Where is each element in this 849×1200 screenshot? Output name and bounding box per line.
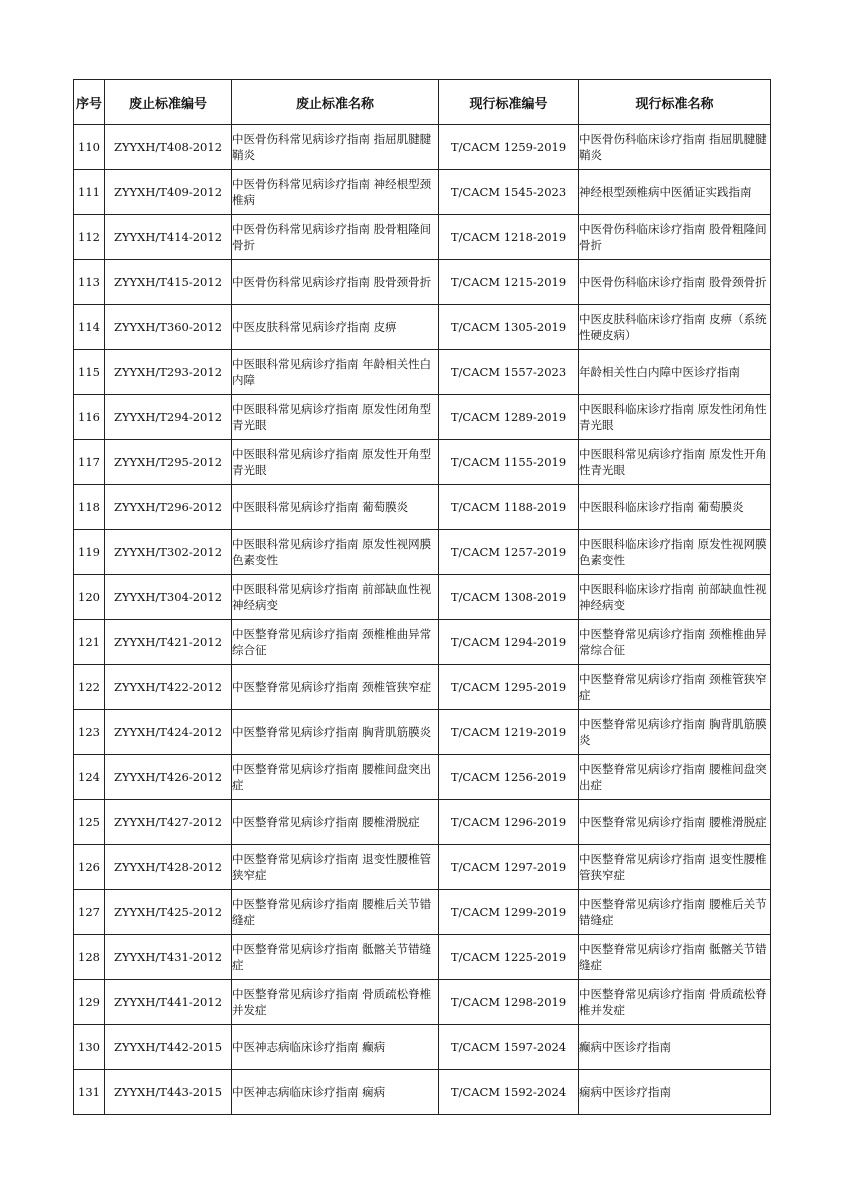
current-name-cell: 中医眼科常见病诊疗指南 原发性开角性青光眼 (579, 440, 771, 485)
current-name-cell: 痫病中医诊疗指南 (579, 1070, 771, 1115)
current-name-cell: 中医骨伤科临床诊疗指南 指屈肌腱腱鞘炎 (579, 125, 771, 170)
table-row (74, 710, 771, 755)
abolished-code-cell: ZYYXH/T409-2012 (105, 170, 232, 215)
table-row (74, 260, 771, 305)
index-cell: 111 (74, 170, 105, 215)
abolished-name-cell: 中医神志病临床诊疗指南 痫病 (232, 1070, 439, 1115)
current-code-cell: T/CACM 1308-2019 (439, 575, 579, 620)
abolished-name-cell: 中医眼科常见病诊疗指南 原发性视网膜色素变性 (232, 530, 439, 575)
current-name-cell: 中医眼科临床诊疗指南 原发性视网膜色素变性 (579, 530, 771, 575)
current-name-cell: 年龄相关性白内障中医诊疗指南 (579, 350, 771, 395)
table-row (74, 395, 771, 440)
index-cell: 117 (74, 440, 105, 485)
abolished-code-cell: ZYYXH/T415-2012 (105, 260, 232, 305)
abolished-name-cell: 中医骨伤科常见病诊疗指南 指屈肌腱腱鞘炎 (232, 125, 439, 170)
current-name-cell: 中医整脊常见病诊疗指南 骶髂关节错缝症 (579, 935, 771, 980)
abolished-code-cell: ZYYXH/T408-2012 (105, 125, 232, 170)
index-cell: 123 (74, 710, 105, 755)
index-cell: 130 (74, 1025, 105, 1070)
current-code-cell: T/CACM 1592-2024 (439, 1070, 579, 1115)
abolished-name-cell: 中医整脊常见病诊疗指南 骶髂关节错缝症 (232, 935, 439, 980)
index-cell: 115 (74, 350, 105, 395)
abolished-name-cell: 中医眼科常见病诊疗指南 年龄相关性白内障 (232, 350, 439, 395)
current-code-cell: T/CACM 1215-2019 (439, 260, 579, 305)
current-code-cell: T/CACM 1256-2019 (439, 755, 579, 800)
current-name-cell: 中医整脊常见病诊疗指南 胸背肌筋膜炎 (579, 710, 771, 755)
abolished-name-cell: 中医骨伤科常见病诊疗指南 股骨颈骨折 (232, 260, 439, 305)
index-cell: 129 (74, 980, 105, 1025)
abolished-code-cell: ZYYXH/T414-2012 (105, 215, 232, 260)
abolished-name-cell: 中医整脊常见病诊疗指南 颈椎管狭窄症 (232, 665, 439, 710)
index-cell: 122 (74, 665, 105, 710)
abolished-code-cell: ZYYXH/T295-2012 (105, 440, 232, 485)
abolished-name-cell: 中医整脊常见病诊疗指南 腰椎后关节错缝症 (232, 890, 439, 935)
abolished-code-cell: ZYYXH/T426-2012 (105, 755, 232, 800)
current-code-cell: T/CACM 1557-2023 (439, 350, 579, 395)
current-code-cell: T/CACM 1289-2019 (439, 395, 579, 440)
abolished-code-cell: ZYYXH/T428-2012 (105, 845, 232, 890)
abolished-name-cell: 中医骨伤科常见病诊疗指南 股骨粗隆间骨折 (232, 215, 439, 260)
current-code-cell: T/CACM 1225-2019 (439, 935, 579, 980)
current-code-cell: T/CACM 1188-2019 (439, 485, 579, 530)
current-name-cell: 中医整脊常见病诊疗指南 腰椎后关节错缝症 (579, 890, 771, 935)
current-code-cell: T/CACM 1295-2019 (439, 665, 579, 710)
current-name-cell: 中医皮肤科临床诊疗指南 皮痹（系统性硬皮病） (579, 305, 771, 350)
table-row (74, 890, 771, 935)
abolished-name-cell: 中医眼科常见病诊疗指南 原发性闭角型青光眼 (232, 395, 439, 440)
table-row (74, 305, 771, 350)
index-cell: 121 (74, 620, 105, 665)
header-abolished-name: 废止标准名称 (232, 80, 439, 125)
abolished-name-cell: 中医骨伤科常见病诊疗指南 神经根型颈椎病 (232, 170, 439, 215)
table-row (74, 980, 771, 1025)
current-code-cell: T/CACM 1155-2019 (439, 440, 579, 485)
abolished-name-cell: 中医皮肤科常见病诊疗指南 皮痹 (232, 305, 439, 350)
current-name-cell: 中医整脊常见病诊疗指南 腰椎滑脱症 (579, 800, 771, 845)
current-name-cell: 中医整脊常见病诊疗指南 腰椎间盘突出症 (579, 755, 771, 800)
current-name-cell: 中医骨伤科临床诊疗指南 股骨颈骨折 (579, 260, 771, 305)
table-row (74, 215, 771, 260)
current-name-cell: 中医整脊常见病诊疗指南 颈椎管狭窄症 (579, 665, 771, 710)
table-row (74, 575, 771, 620)
abolished-name-cell: 中医眼科常见病诊疗指南 前部缺血性视神经病变 (232, 575, 439, 620)
table-row (74, 935, 771, 980)
current-code-cell: T/CACM 1597-2024 (439, 1025, 579, 1070)
current-code-cell: T/CACM 1297-2019 (439, 845, 579, 890)
abolished-name-cell: 中医神志病临床诊疗指南 癫病 (232, 1025, 439, 1070)
current-code-cell: T/CACM 1299-2019 (439, 890, 579, 935)
table-row (74, 125, 771, 170)
current-name-cell: 中医骨伤科临床诊疗指南 股骨粗隆间骨折 (579, 215, 771, 260)
current-name-cell: 中医眼科临床诊疗指南 前部缺血性视神经病变 (579, 575, 771, 620)
abolished-code-cell: ZYYXH/T293-2012 (105, 350, 232, 395)
current-code-cell: T/CACM 1259-2019 (439, 125, 579, 170)
abolished-code-cell: ZYYXH/T302-2012 (105, 530, 232, 575)
current-name-cell: 中医眼科临床诊疗指南 原发性闭角性青光眼 (579, 395, 771, 440)
table-row (74, 620, 771, 665)
current-name-cell: 中医整脊常见病诊疗指南 退变性腰椎管狭窄症 (579, 845, 771, 890)
abolished-code-cell: ZYYXH/T425-2012 (105, 890, 232, 935)
header-current-name: 现行标准名称 (579, 80, 771, 125)
index-cell: 118 (74, 485, 105, 530)
abolished-name-cell: 中医整脊常见病诊疗指南 腰椎间盘突出症 (232, 755, 439, 800)
abolished-name-cell: 中医整脊常见病诊疗指南 胸背肌筋膜炎 (232, 710, 439, 755)
current-name-cell: 神经根型颈椎病中医循证实践指南 (579, 170, 771, 215)
abolished-name-cell: 中医整脊常见病诊疗指南 骨质疏松脊椎并发症 (232, 980, 439, 1025)
index-cell: 127 (74, 890, 105, 935)
table-row (74, 845, 771, 890)
abolished-code-cell: ZYYXH/T304-2012 (105, 575, 232, 620)
abolished-code-cell: ZYYXH/T424-2012 (105, 710, 232, 755)
current-code-cell: T/CACM 1305-2019 (439, 305, 579, 350)
table-row (74, 440, 771, 485)
abolished-name-cell: 中医整脊常见病诊疗指南 颈椎椎曲异常综合征 (232, 620, 439, 665)
abolished-code-cell: ZYYXH/T422-2012 (105, 665, 232, 710)
abolished-code-cell: ZYYXH/T296-2012 (105, 485, 232, 530)
index-cell: 124 (74, 755, 105, 800)
index-cell: 110 (74, 125, 105, 170)
current-code-cell: T/CACM 1257-2019 (439, 530, 579, 575)
current-code-cell: T/CACM 1298-2019 (439, 980, 579, 1025)
header-abolished-code: 废止标准编号 (105, 80, 232, 125)
abolished-name-cell: 中医整脊常见病诊疗指南 腰椎滑脱症 (232, 800, 439, 845)
table-row (74, 755, 771, 800)
table-row (74, 1070, 771, 1115)
table-row (74, 800, 771, 845)
current-code-cell: T/CACM 1545-2023 (439, 170, 579, 215)
current-code-cell: T/CACM 1296-2019 (439, 800, 579, 845)
abolished-code-cell: ZYYXH/T294-2012 (105, 395, 232, 440)
index-cell: 112 (74, 215, 105, 260)
current-name-cell: 癫病中医诊疗指南 (579, 1025, 771, 1070)
table-row (74, 1025, 771, 1070)
table-row (74, 665, 771, 710)
index-cell: 119 (74, 530, 105, 575)
table-body (74, 125, 771, 1115)
current-code-cell: T/CACM 1294-2019 (439, 620, 579, 665)
table-row (74, 485, 771, 530)
abolished-code-cell: ZYYXH/T443-2015 (105, 1070, 232, 1115)
abolished-name-cell: 中医整脊常见病诊疗指南 退变性腰椎管狭窄症 (232, 845, 439, 890)
abolished-name-cell: 中医眼科常见病诊疗指南 葡萄膜炎 (232, 485, 439, 530)
current-code-cell: T/CACM 1219-2019 (439, 710, 579, 755)
abolished-code-cell: ZYYXH/T427-2012 (105, 800, 232, 845)
abolished-code-cell: ZYYXH/T442-2015 (105, 1025, 232, 1070)
index-cell: 116 (74, 395, 105, 440)
header-index: 序号 (74, 80, 105, 125)
table-row (74, 530, 771, 575)
table-row (74, 350, 771, 395)
abolished-code-cell: ZYYXH/T441-2012 (105, 980, 232, 1025)
abolished-name-cell: 中医眼科常见病诊疗指南 原发性开角型青光眼 (232, 440, 439, 485)
index-cell: 128 (74, 935, 105, 980)
index-cell: 126 (74, 845, 105, 890)
index-cell: 114 (74, 305, 105, 350)
current-name-cell: 中医整脊常见病诊疗指南 颈椎椎曲异常综合征 (579, 620, 771, 665)
index-cell: 131 (74, 1070, 105, 1115)
current-code-cell: T/CACM 1218-2019 (439, 215, 579, 260)
index-cell: 125 (74, 800, 105, 845)
current-name-cell: 中医整脊常见病诊疗指南 骨质疏松脊椎并发症 (579, 980, 771, 1025)
table-row (74, 170, 771, 215)
header-row (74, 80, 771, 125)
index-cell: 113 (74, 260, 105, 305)
current-name-cell: 中医眼科临床诊疗指南 葡萄膜炎 (579, 485, 771, 530)
abolished-code-cell: ZYYXH/T431-2012 (105, 935, 232, 980)
standards-table (73, 79, 771, 1115)
abolished-code-cell: ZYYXH/T421-2012 (105, 620, 232, 665)
index-cell: 120 (74, 575, 105, 620)
header-current-code: 现行标准编号 (439, 80, 579, 125)
abolished-code-cell: ZYYXH/T360-2012 (105, 305, 232, 350)
